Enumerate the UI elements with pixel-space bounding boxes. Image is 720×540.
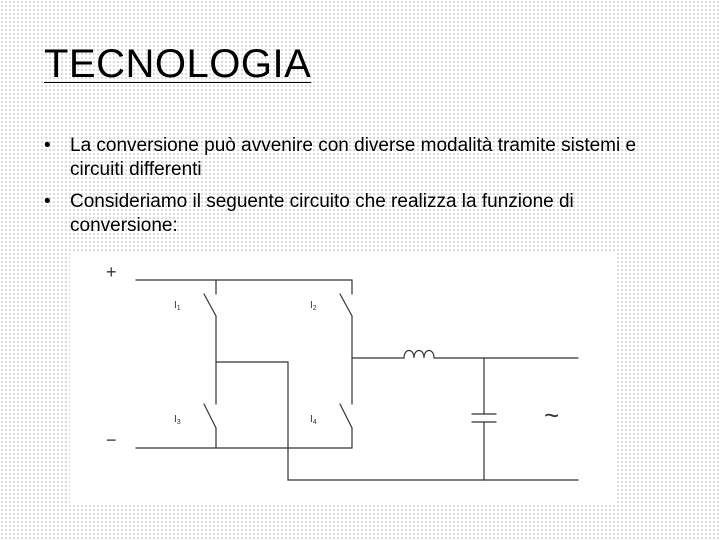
switch-i2-icon [340,294,352,316]
circuit-diagram [70,252,615,504]
switch-i4-label: $I_4$ [310,414,317,426]
midpoint-wire [216,362,484,480]
ac-output-icon: ~ [544,400,560,430]
slide-title: TECNOLOGIA [44,42,312,86]
bullet-icon: • [44,135,51,156]
switch-i3-icon [204,404,216,428]
switch-i1-label: $I_1$ [174,300,181,312]
bullet-icon: • [44,191,51,212]
bullet-item [44,190,664,238]
bullet-list [44,134,664,246]
bullet-item [44,134,664,182]
switch-i4-icon [340,404,352,428]
circuit-diagram-svg [70,252,615,504]
negative-terminal-label: − [106,430,117,450]
inductor-icon [404,351,434,359]
switch-i2-label: $I_2$ [310,300,317,312]
positive-terminal-label: + [106,262,117,282]
switch-i1-icon [204,294,216,316]
bullet-text: Consideriamo il seguente circuito che realizza la funzione di conversione: [70,191,574,236]
bullet-text: La conversione può avvenire con diverse modalità tramite sistemi e circuiti differenti [70,135,637,180]
switch-i3-label: $I_3$ [174,414,181,426]
